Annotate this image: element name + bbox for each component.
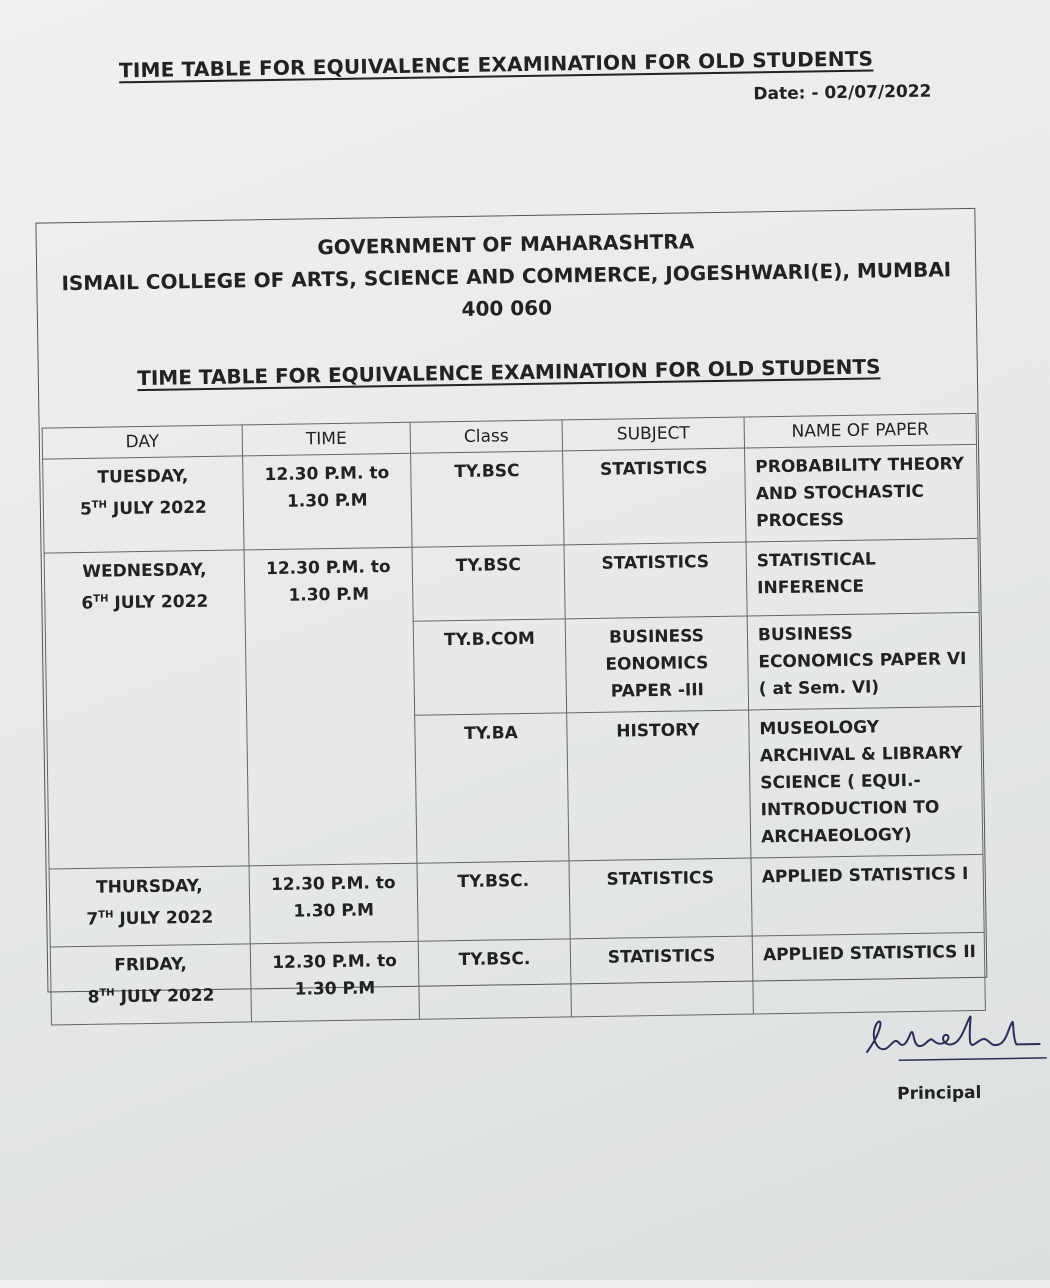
day-date: 5TH JULY 2022 <box>79 497 207 520</box>
day-cell <box>49 866 250 947</box>
college-name: ISMAIL COLLEGE OF ARTS, SCIENCE AND COMMERCE, JOGESHWARI(E), MUMBAI <box>61 257 952 296</box>
time-cell: 12.30 P.M. to 1.30 P.M <box>250 941 419 1022</box>
paper-cell: APPLIED STATISTICS I <box>751 854 984 936</box>
header-class: Class <box>410 420 562 453</box>
table-row <box>50 932 985 1025</box>
table-row <box>43 444 978 553</box>
timetable-title: TIME TABLE FOR EQUIVALENCE EXAMINATION FOR OLD STUDENTS <box>137 354 881 391</box>
day-cell <box>43 456 244 553</box>
class-cell: TY.BA <box>415 713 569 863</box>
government-heading: GOVERNMENT OF MAHARASHTRA <box>317 229 695 260</box>
table-row <box>49 854 984 947</box>
subject-cell: STATISTICS <box>570 936 753 1017</box>
timetable-table <box>42 413 986 1026</box>
class-cell: TY.BSC. <box>417 861 570 941</box>
day-cell <box>50 944 251 1025</box>
document-date: Date: - 02/07/2022 <box>753 81 932 105</box>
signature-label: Principal <box>897 1082 982 1105</box>
header-time: TIME <box>242 422 410 456</box>
principal-signature <box>858 1002 1049 1075</box>
day-name: WEDNESDAY, <box>82 560 207 582</box>
paper-cell: BUSINESS ECONOMICS PAPER VI ( at Sem. VI) <box>747 612 980 710</box>
time-cell: 12.30 P.M. to 1.30 P.M <box>243 453 412 550</box>
time-cell: 12.30 P.M. to 1.30 P.M <box>249 863 418 944</box>
subject-cell: HISTORY <box>567 710 751 861</box>
day-date: 7TH JULY 2022 <box>86 907 214 930</box>
subject-cell: STATISTICS <box>563 448 746 545</box>
time-cell: 12.30 P.M. to 1.30 P.M <box>244 547 417 866</box>
paper-cell: APPLIED STATISTICS II <box>752 932 985 1014</box>
day-name: FRIDAY, <box>114 954 188 976</box>
class-cell: TY.BSC <box>412 545 565 621</box>
day-date: 6TH JULY 2022 <box>81 591 209 614</box>
paper-cell: MUSEOLOGY ARCHIVAL & LIBRARY SCIENCE ( EQUI.- INTRODUCTION TO ARCHAEOLOGY) <box>749 706 983 858</box>
day-name: THURSDAY, <box>95 876 203 898</box>
paper-cell: STATISTICAL INFERENCE <box>746 538 979 616</box>
subject-cell: BUSINESS EONOMICS PAPER -III <box>565 616 748 713</box>
day-cell <box>44 550 249 869</box>
header-paper: NAME OF PAPER <box>744 413 976 448</box>
day-date: 8TH JULY 2022 <box>87 985 215 1008</box>
header-day: DAY <box>42 425 242 459</box>
class-cell: TY.B.COM <box>413 619 566 715</box>
page-title: TIME TABLE FOR EQUIVALENCE EXAMINATION FOR OLD STUDENTS <box>118 46 874 83</box>
day-name: TUESDAY, <box>97 466 189 488</box>
subject-cell: STATISTICS <box>569 858 752 939</box>
class-cell: TY.BSC. <box>418 939 571 1019</box>
paper-cell: PROBABILITY THEORY AND STOCHASTIC PROCESS <box>745 444 978 542</box>
class-cell: TY.BSC <box>411 451 564 547</box>
header-subject: SUBJECT <box>562 417 744 451</box>
timetable-box <box>35 208 987 1008</box>
subject-cell: STATISTICS <box>564 542 747 619</box>
college-pincode: 400 060 <box>461 295 553 321</box>
